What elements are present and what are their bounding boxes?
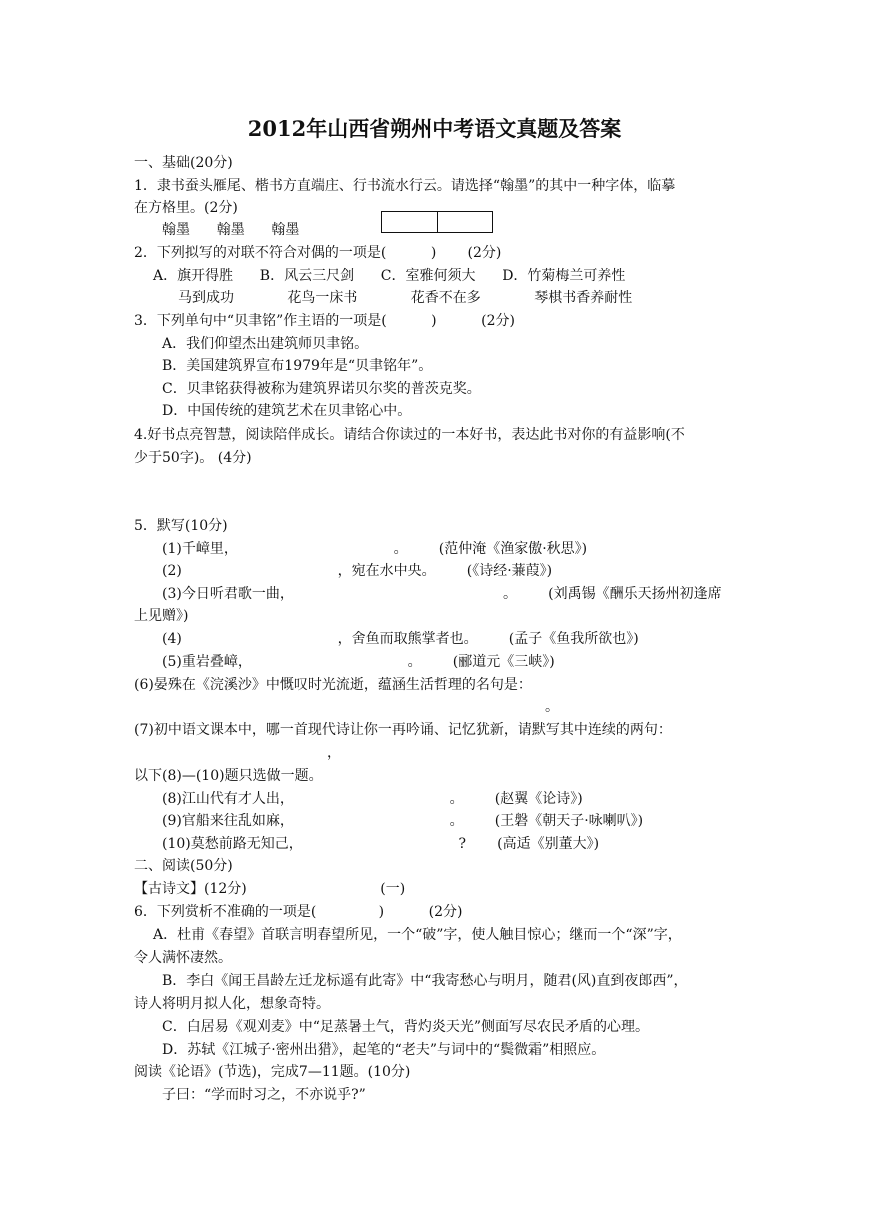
option-line: A．旗开得胜 B．风云三尺剑 C．室雅何须大 D．竹菊梅兰可养性 [153, 268, 626, 284]
instruction-line: 以下(8)—(10)题只选做一题。 [134, 768, 323, 784]
question-line: 6．下列赏析不准确的一项是( ) (2分) [134, 904, 463, 920]
question-line: 4.好书点亮智慧，阅读陪伴成长。请结合你读过的一本好书，表达此书对你的有益影响(不 [134, 427, 685, 443]
recitation-line: (1)千嶂里， 。 (范仲淹《渔家傲·秋思》) [162, 541, 588, 557]
option-line: A．我们仰望杰出建筑师贝聿铭。 [162, 336, 369, 352]
recitation-line: (8)江山代有才人出， 。 (赵翼《论诗》) [162, 791, 583, 807]
recitation-line: (9)官船来往乱如麻， 。 (王磐《朝天子·咏喇叭》) [162, 813, 644, 829]
option-line: D．苏轼《江城子·密州出猎》，起笔的“老夫”与词中的“鬓微霜”相照应。 [162, 1042, 606, 1058]
page-title: 2012年山西省朔州中考语文真题及答案 [247, 116, 622, 141]
instruction-line: 阅读《论语》(节选)，完成7—11题。(10分) [134, 1064, 411, 1080]
recitation-line: (7)初中语文课本中，哪一首现代诗让你一再吟诵、记忆犹新，请默写其中连续的两句： [134, 722, 672, 738]
subsection-heading: 【古诗文】(12分) (一) [134, 881, 406, 897]
recitation-line: (2) ，宛在水中央。 (《诗经·蒹葭》) [162, 563, 553, 579]
recitation-line: (5)重岩叠嶂， 。 (郦道元《三峡》) [162, 654, 555, 670]
option-line: C．贝聿铭获得被称为建筑界诺贝尔奖的普茨克奖。 [162, 381, 481, 397]
writing-box-right [437, 211, 493, 233]
option-line: A．杜甫《春望》首联言明春望所见，一个“破”字，使人触目惊心；继而一个“深”字， [153, 927, 682, 943]
recitation-line: (3)今日听君歌一曲， 。 (刘禹锡《酬乐天扬州初逢席 [162, 586, 722, 602]
recitation-line: (4) ，舍鱼而取熊掌者也。 (孟子《鱼我所欲也》) [162, 631, 639, 647]
question-line: 1．隶书蚕头雁尾、楷书方直端庄、行书流水行云。请选择“翰墨”的其中一种字体，临摹 [134, 178, 676, 194]
option-line: D．中国传统的建筑艺术在贝聿铭心中。 [162, 403, 412, 419]
answer-blank-end: 。 [545, 699, 559, 715]
question-line: 2．下列拟写的对联不符合对偶的一项是( ) (2分) [134, 245, 502, 261]
section-heading: 一、基础(20分) [134, 155, 233, 171]
answer-blank-comma: ， [327, 745, 341, 761]
question-line: 3．下列单句中“贝聿铭”作主语的一项是( ) (2分) [134, 313, 515, 329]
option-line: C．白居易《观刈麦》中“足蒸暑土气，背灼炎天光”侧面写尽农民矛盾的心理。 [162, 1019, 650, 1035]
section-heading: 二、阅读(50分) [134, 858, 233, 874]
option-line: 令人满怀凄然。 [134, 950, 232, 966]
recitation-line: 上见赠》) [134, 608, 189, 624]
writing-box-left [381, 211, 438, 233]
question-line: 少于50字)。 (4分) [134, 450, 252, 466]
recitation-line: (10)莫愁前路无知己， ? (高适《别董大》) [162, 836, 600, 852]
recitation-line: (6)晏殊在《浣溪沙》中慨叹时光流逝，蕴涵生活哲理的名句是： [134, 677, 532, 693]
calligraphy-samples: 翰墨 翰墨 翰墨 [162, 222, 300, 238]
question-line: 在方格里。(2分) [134, 200, 238, 216]
quote-line: 子曰：“学而时习之，不亦说乎?” [162, 1087, 366, 1103]
option-line: B．李白《闻王昌龄左迁龙标遥有此寄》中“我寄愁心与明月，随君(风)直到夜郎西”， [162, 973, 688, 989]
option-line: B．美国建筑界宣布1979年是“贝聿铭年”。 [162, 358, 433, 374]
option-line: 诗人将明月拟人化，想象奇特。 [134, 996, 330, 1012]
section-heading: 5．默写(10分) [134, 518, 228, 534]
option-line: 马到成功 花鸟一床书 花香不在多 琴棋书香养耐性 [178, 290, 633, 306]
